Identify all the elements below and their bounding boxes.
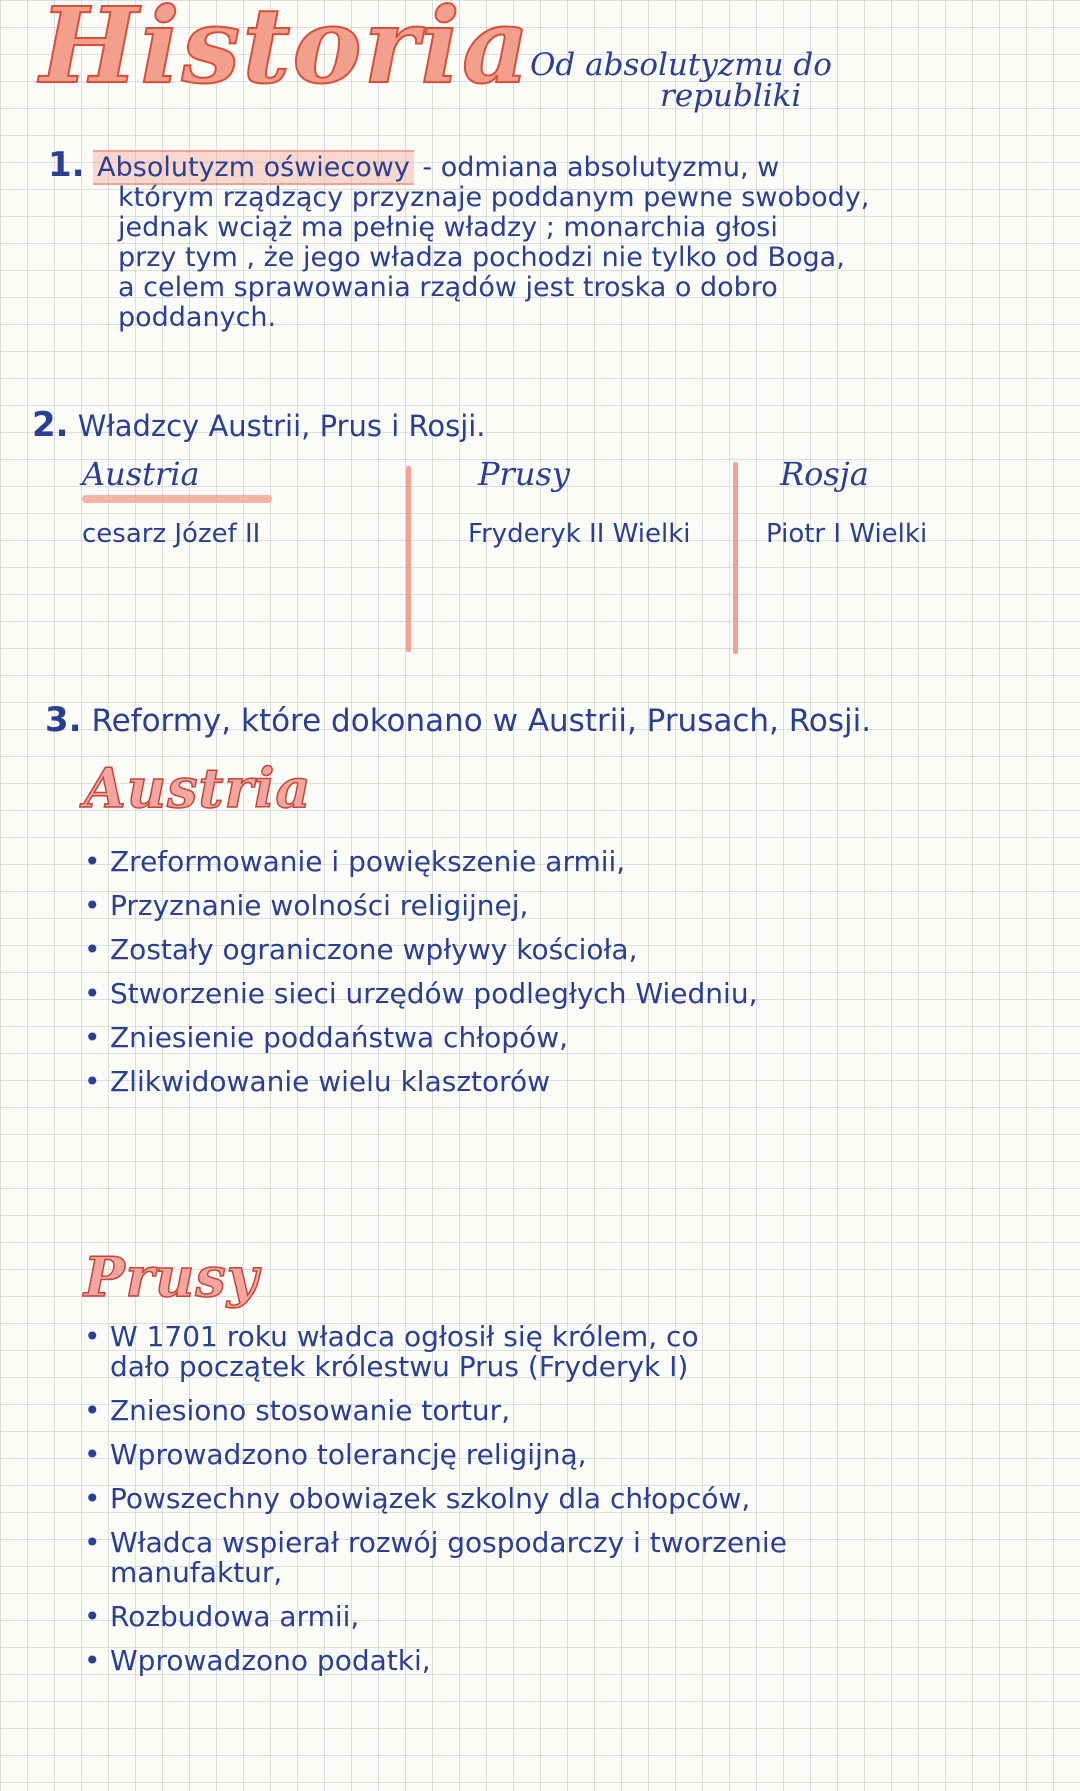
- column-austria: [82, 455, 272, 549]
- list-item: [84, 1528, 787, 1588]
- list-item: [84, 1322, 787, 1382]
- section-3-heading: [45, 700, 871, 740]
- section-3-number: 3.: [45, 700, 82, 740]
- subtitle-line-1: Od absolutyzmu do: [530, 47, 832, 83]
- list-item: • Przyznanie wolności religijnej,: [84, 884, 757, 928]
- column-rosja-header: Rosja: [780, 455, 869, 493]
- section-3-title: Reformy, które dokonano w Austrii, Prusach, Rosji.: [91, 703, 872, 739]
- prusy-heading: Prusy: [84, 1245, 260, 1309]
- prusy-item-5-line-2: manufaktur,: [110, 1556, 283, 1589]
- column-rosja-ruler: Piotr I Wielki: [766, 519, 928, 549]
- table-divider-2: [733, 462, 738, 654]
- column-prusy-ruler: Fryderyk II Wielki: [468, 519, 691, 549]
- section-1-line-5: a celem sprawowania rządów jest troska o dobro: [118, 272, 778, 303]
- prusy-item-1-line-2: dało początek królestwu Prus (Fryderyk I): [110, 1350, 689, 1383]
- list-item: • Zlikwidowanie wielu klasztorów: [84, 1060, 757, 1104]
- section-1-line-4: przy tym , że jego władza pochodzi nie tylko od Boga,: [118, 242, 845, 273]
- section-1-number: 1.: [48, 145, 85, 185]
- page-title: Historia: [40, 0, 532, 107]
- list-item: • Zostały ograniczone wpływy kościoła,: [84, 928, 757, 972]
- austria-reforms-list: [84, 840, 757, 1104]
- column-prusy: [468, 455, 728, 549]
- column-rosja: [766, 455, 996, 549]
- prusy-reforms-list: [84, 1322, 787, 1690]
- column-austria-ruler: cesarz Józef II: [82, 519, 261, 549]
- list-item: • Wprowadzono podatki,: [84, 1646, 787, 1676]
- section-2-heading: [32, 405, 486, 445]
- column-austria-header: Austria: [82, 455, 200, 493]
- list-item: • Wprowadzono tolerancję religijną,: [84, 1440, 787, 1470]
- section-1-line-1: - odmiana absolutyzmu, w: [422, 152, 780, 183]
- column-prusy-header: Prusy: [478, 455, 570, 493]
- subtitle-line-2: republiki: [660, 78, 802, 114]
- list-item: • Zreformowanie i powiększenie armii,: [84, 840, 757, 884]
- austria-heading: Austria: [84, 756, 312, 820]
- list-item: • Powszechny obowiązek szkolny dla chłopców,: [84, 1484, 787, 1514]
- table-divider-1: [406, 466, 411, 652]
- column-austria-underline: [82, 495, 272, 503]
- section-2-number: 2.: [32, 405, 69, 445]
- section-1: [48, 145, 1048, 333]
- list-item: • Zniesiono stosowanie tortur,: [84, 1396, 787, 1426]
- section-2-title: Władzcy Austrii, Prus i Rosji.: [77, 409, 486, 443]
- list-item: • Zniesienie poddaństwa chłopów,: [84, 1016, 757, 1060]
- prusy-item-5-line-1: Władca wspierał rozwój gospodarczy i tworzenie: [110, 1526, 787, 1559]
- section-1-line-6: poddanych.: [118, 302, 277, 333]
- list-item: • Rozbudowa armii,: [84, 1602, 787, 1632]
- page-subtitle: [530, 47, 990, 114]
- section-1-term: Absolutyzm oświecowy: [93, 150, 414, 185]
- section-1-line-2: którym rządzący przyznaje poddanym pewne swobody,: [118, 182, 870, 213]
- section-1-line-3: jednak wciąż ma pełnię władzy ; monarchia głosi: [118, 212, 778, 243]
- list-item: • Stworzenie sieci urzędów podległych Wiedniu,: [84, 972, 757, 1016]
- prusy-item-1-line-1: W 1701 roku władca ogłosił się królem, co: [110, 1320, 699, 1353]
